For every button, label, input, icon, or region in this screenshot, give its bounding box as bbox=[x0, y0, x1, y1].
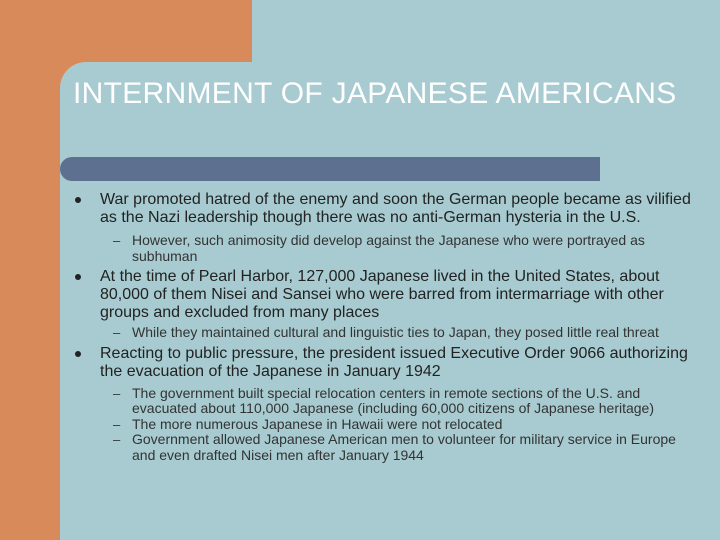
bullet-text: War promoted hatred of the enemy and soon the German people became as vilified as the Nazi leadership though there was no anti-German hysteria in the U.S. bbox=[100, 191, 691, 226]
bullet-dot-icon bbox=[75, 351, 81, 357]
orange-left-strip bbox=[0, 0, 60, 540]
sub-bullet-item bbox=[73, 386, 693, 417]
sub-bullet-item bbox=[73, 417, 693, 433]
dash-marker: – bbox=[113, 432, 121, 447]
bullet-item bbox=[73, 345, 693, 381]
sub-bullet-item bbox=[73, 325, 693, 341]
bullet-list bbox=[73, 188, 693, 463]
sub-bullet-text: The more numerous Japanese in Hawaii were not relocated bbox=[132, 415, 503, 432]
bullet-dot-icon bbox=[75, 197, 81, 203]
bullet-text: At the time of Pearl Harbor, 127,000 Japanese lived in the United States, about 80,000 of them Nisei and Sansei who were barred from intermarriage with other groups and excluded from many places bbox=[100, 268, 664, 321]
sub-bullet-text: The government built special relocation centers in remote sections of the U.S. and evacuated about 110,000 Japanese (including 60,000 citizens of Japanese heritage) bbox=[132, 384, 655, 416]
dash-marker: – bbox=[113, 416, 121, 432]
slide-title: INTERNMENT OF JAPANESE AMERICANS bbox=[73, 77, 677, 110]
sub-bullet-item bbox=[73, 432, 693, 463]
bullet-dot-icon bbox=[75, 274, 81, 280]
dash-marker: – bbox=[113, 385, 121, 401]
sub-bullet-text: However, such animosity did develop against the Japanese who were portrayed as subhuman bbox=[132, 232, 645, 264]
sub-bullet-text: Government allowed Japanese American men to volunteer for military service in Europe and even drafted Nisei men after January 1944 bbox=[132, 431, 676, 463]
sub-bullet-item bbox=[73, 233, 693, 264]
sub-bullet-text: While they maintained cultural and linguistic ties to Japan, they posed little real threat bbox=[132, 324, 659, 340]
bullet-item bbox=[73, 268, 693, 322]
bullet-text: Reacting to public pressure, the president issued Executive Order 9066 authorizing the evacuation of the Japanese in January 1942 bbox=[100, 344, 688, 380]
bullet-item bbox=[73, 191, 693, 227]
title-underline-bar bbox=[60, 157, 600, 181]
dash-marker: – bbox=[113, 325, 121, 340]
dash-marker: – bbox=[113, 233, 121, 248]
